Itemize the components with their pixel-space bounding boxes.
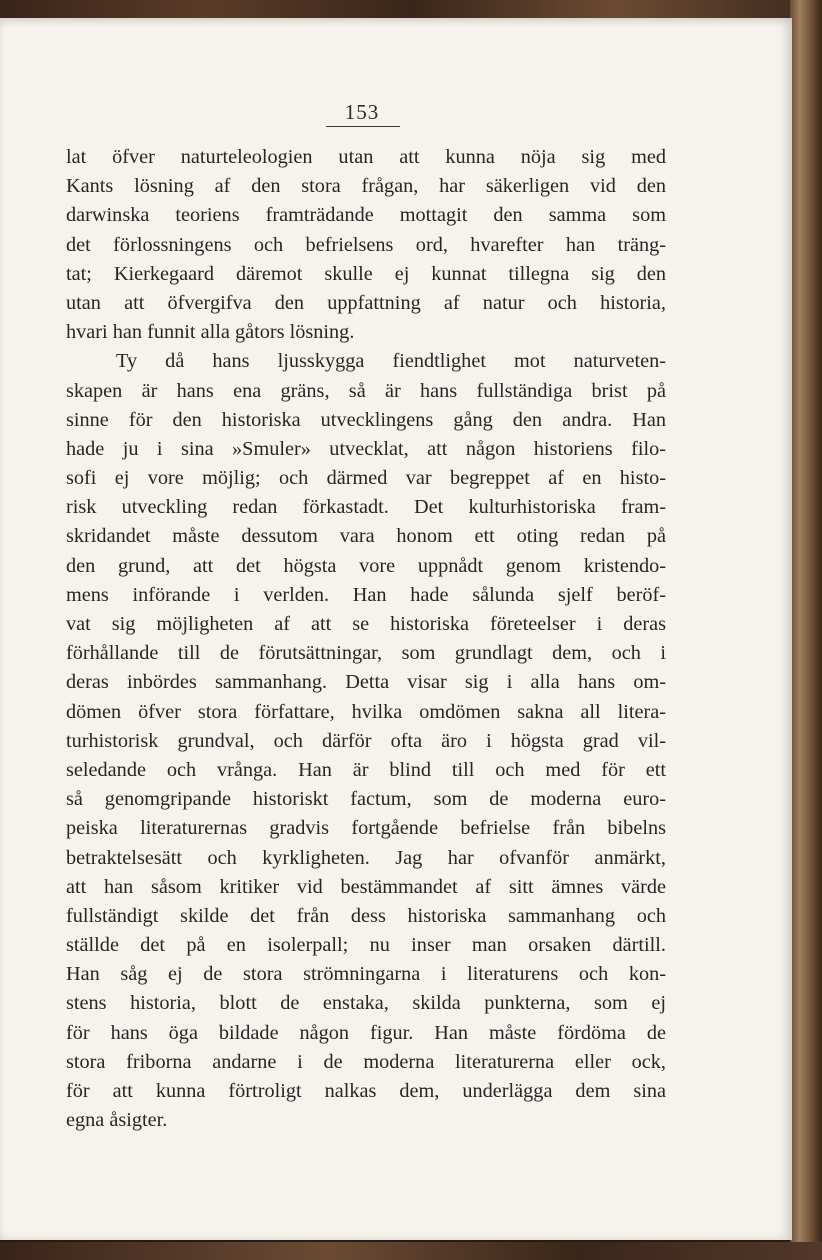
book-spine [790, 0, 822, 1260]
book-page [0, 18, 792, 1240]
text-line: ställde det på en isolerpall; nu inser man orsaken därtill. [66, 934, 666, 957]
text-line: för hans öga bildade någon figur. Han måste fördöma de [66, 1021, 666, 1044]
text-line: vat sig möjligheten af att se historiska företeelser i deras [66, 613, 666, 635]
text-line: lat öfver naturteleologien utan att kunna nöja sig med [66, 146, 666, 168]
text-line: Ty då hans ljusskygga fiendtlighet mot naturveten- [116, 350, 666, 373]
book-bottom-edge [0, 1242, 822, 1260]
text-line: Kants lösning af den stora frågan, har säkerligen vid den [66, 175, 666, 198]
text-line: risk utveckling redan förkastadt. Det kulturhistoriska fram- [66, 496, 666, 519]
text-line: egna åsigter. [66, 1109, 168, 1132]
text-line: seledande och vrånga. Han är blind till och med för ett [66, 758, 666, 781]
text-line: skapen är hans ena gräns, så är hans fullständiga brist på [66, 379, 666, 402]
page-number: 153 [344, 100, 380, 124]
text-line: sofi ej vore möjlig; och därmed var begreppet af en histo- [66, 467, 666, 490]
text-line: peiska literaturernas gradvis fortgående befrielse från bibelns [66, 817, 666, 840]
body-text [66, 143, 666, 1135]
text-line: det förlossningens och befrielsens ord, hvarefter han träng- [66, 233, 666, 256]
text-line: darwinska teoriens framträdande mottagit den samma som [66, 204, 666, 227]
text-line: betraktelsesätt och kyrkligheten. Jag har ofvanför anmärkt, [66, 846, 666, 869]
text-line: mens införande i verlden. Han hade sålunda sjelf beröf- [66, 583, 666, 606]
text-line: tat; Kierkegaard däremot skulle ej kunnat tillegna sig den [66, 262, 666, 285]
text-line: den grund, att det högsta vore uppnådt genom kristendo- [66, 554, 666, 577]
text-line: stora friborna andarne i de moderna literaturerna eller ock, [66, 1050, 666, 1073]
text-line: stens historia, blott de enstaka, skilda punkterna, som ej [66, 992, 666, 1015]
text-line: så genomgripande historiskt factum, som de moderna euro- [66, 788, 666, 811]
text-line: turhistorisk grundval, och därför ofta äro i högsta grad vil- [66, 729, 666, 752]
text-line: utan att öfvergifva den uppfattning af natur och historia, [66, 291, 666, 314]
page-number-rule [326, 126, 400, 127]
book-top-edge [0, 0, 822, 20]
text-line: Han såg ej de stora strömningarna i literaturens och kon- [66, 963, 666, 986]
text-line: att han såsom kritiker vid bestämmandet af sitt ämnes värde [66, 875, 666, 898]
text-line: deras inbördes sammanhang. Detta visar sig i alla hans om- [66, 671, 666, 694]
text-line: fullständigt skilde det från dess historiska sammanhang och [66, 904, 666, 927]
text-line: skridandet måste dessutom vara honom ett oting redan på [66, 525, 666, 548]
text-line: sinne för den historiska utvecklingens gång den andra. Han [66, 408, 666, 431]
text-line: hvari han funnit alla gåtors lösning. [66, 321, 355, 344]
text-line: dömen öfver stora författare, hvilka omdömen sakna all litera- [66, 700, 666, 723]
text-line: hade ju i sina »Smuler» utvecklat, att någon historiens filo- [66, 437, 666, 460]
text-line: för att kunna förtroligt nalkas dem, underlägga dem sina [66, 1080, 666, 1102]
text-line: förhållande till de förutsättningar, som grundlagt dem, och i [66, 642, 666, 665]
